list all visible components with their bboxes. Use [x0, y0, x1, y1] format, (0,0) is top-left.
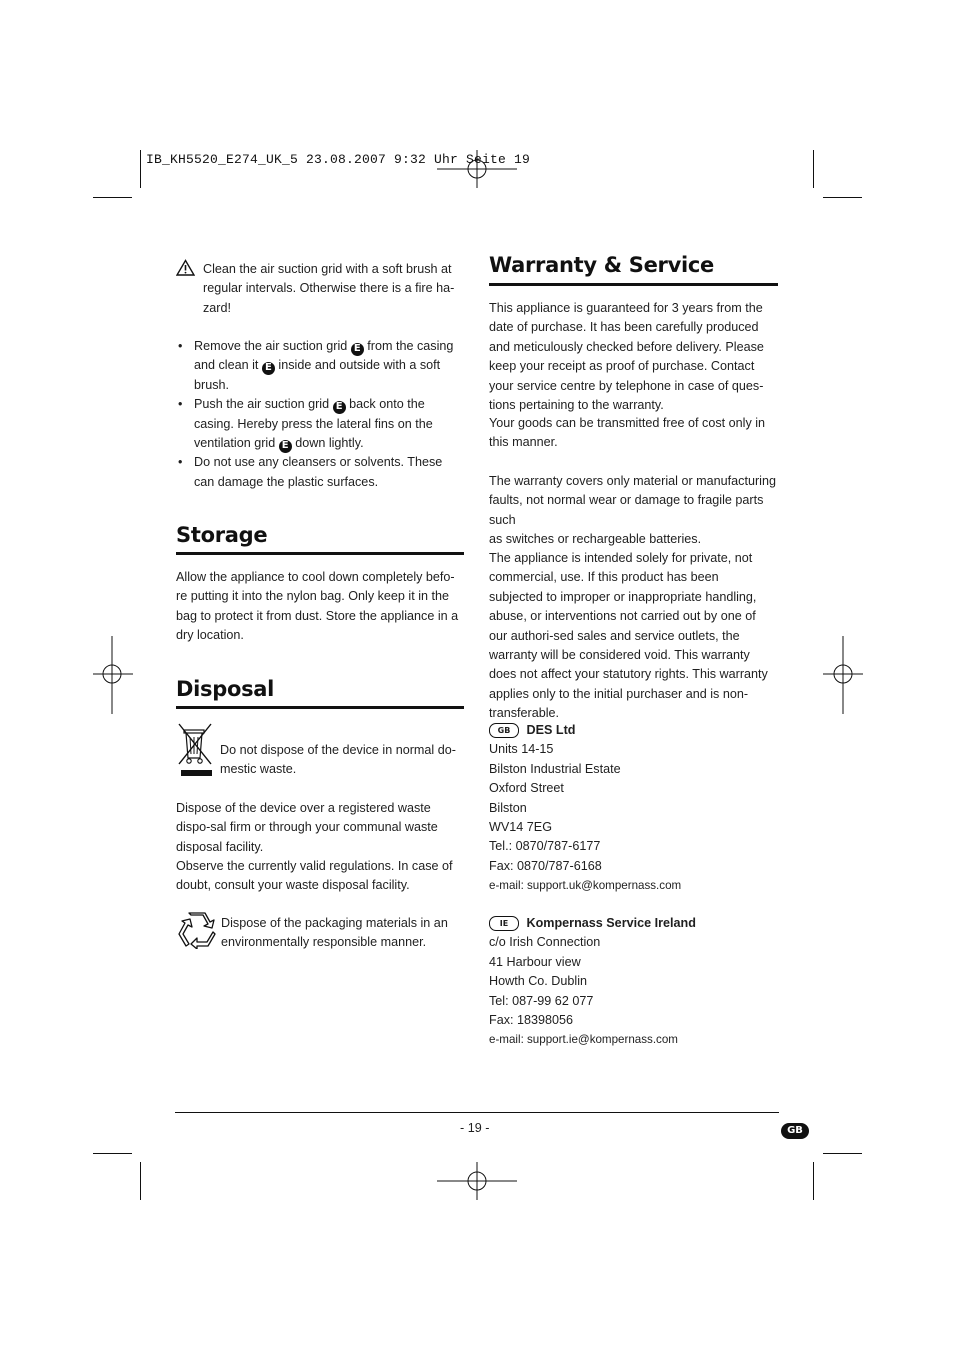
registration-mark-top: [437, 150, 517, 190]
address-line: Howth Co. Dublin: [489, 974, 587, 989]
phone-line: Tel: 087-99 62 077: [489, 993, 594, 1008]
footer-country-badge-wrap: [781, 1120, 809, 1139]
crossed-out-wheelie-bin-icon: [177, 722, 215, 778]
ie-country-badge: IE: [489, 916, 519, 931]
part-e-icon: E: [262, 362, 275, 375]
registration-mark-bottom: [437, 1162, 517, 1202]
gb-country-badge: GB: [489, 723, 519, 738]
list-item: • Push the air suction grid E back onto the casing. Hereby press the lateral fins on the ventilation grid E down lightly.: [176, 395, 466, 453]
warranty-paragraph-3b: as switches or rechargeable batteries.: [489, 532, 702, 546]
warning-triangle-icon: [176, 259, 195, 276]
address-line: c/o Irish Connection: [489, 935, 601, 950]
disposal-heading: Disposal: [176, 677, 275, 701]
ie-service-address: [489, 914, 779, 1050]
address-line: WV14 7EG: [489, 820, 552, 835]
gb-service-name: DES Ltd: [526, 723, 576, 737]
email-line: e-mail: support.ie@kompernass.com: [489, 1033, 678, 1047]
email-line: e-mail: support.uk@kompernass.com: [489, 879, 682, 893]
disposal-paragraph-1: Dispose of the device over a registered waste dispo-sal firm or through your communal waste disposal facility.: [176, 801, 438, 854]
part-e-icon: E: [279, 440, 292, 453]
disposal-rule: [176, 706, 464, 709]
ie-service-name: Kompernass Service Ireland: [526, 916, 696, 930]
fax-line: Fax: 0870/787-6168: [489, 858, 602, 873]
warranty-paragraph-2: Your goods can be transmitted free of cost only in this manner.: [489, 416, 766, 450]
warranty-paragraph-1: This appliance is guaranteed for 3 years from the date of purchase. It has been carefully produced and meticulously checked before delivery. Please keep your receipt as proof of purchase. Contact your service centre by telephone in case of ques-tions pertaining to the warranty.: [489, 301, 764, 413]
address-line: 41 Harbour view: [489, 954, 581, 969]
cleaning-steps-list: [176, 337, 466, 492]
warning-note: Clean the air suction grid with a soft brush at regular intervals. Otherwise there is a fire ha-zard!: [203, 262, 455, 315]
gb-service-name-row: [489, 721, 779, 740]
list-item: • Remove the air suction grid E from the casing and clean it E inside and outside with a soft brush.: [176, 337, 466, 395]
registration-mark-left: [93, 636, 133, 714]
ie-service-name-row: [489, 914, 779, 933]
warranty-heading: Warranty & Service: [489, 253, 714, 277]
disposal-icon-text: Do not dispose of the device in normal do-mestic waste.: [220, 743, 456, 777]
address-line: Units 14-15: [489, 742, 554, 757]
storage-rule: [176, 552, 464, 555]
warranty-paragraph-3: The warranty covers only material or manufacturing faults, not normal wear or damage to fragile parts such: [489, 474, 776, 527]
warranty-rule: [489, 283, 778, 286]
fax-line: Fax: 18398056: [489, 1013, 574, 1028]
footer-rule: [175, 1112, 779, 1113]
page-number: - 19 -: [460, 1121, 490, 1135]
part-e-icon: E: [351, 343, 364, 356]
disposal-paragraph-2: Observe the currently valid regulations. In case of doubt, consult your waste disposal facility.: [176, 859, 453, 893]
recycling-icon: [177, 911, 217, 949]
address-line: Oxford Street: [489, 781, 564, 796]
registration-mark-right: [823, 636, 863, 714]
printer-slug-line: IB_KH5520_E274_UK_5 23.08.2007 9:32 Uhr Seite 19: [146, 152, 531, 167]
storage-text: Allow the appliance to cool down completely befo-re putting it into the nylon bag. Only keep it in the bag to protect it from dust. Store the appliance in a dry location.: [176, 570, 459, 643]
address-line: Bilston: [489, 800, 527, 815]
storage-heading: Storage: [176, 523, 268, 547]
gb-service-address: [489, 721, 779, 896]
recycling-text: Dispose of the packaging materials in an environmentally responsible manner.: [221, 916, 448, 950]
phone-line: Tel.: 0870/787-6177: [489, 839, 601, 854]
part-e-icon: E: [333, 401, 346, 414]
warranty-paragraph-4: The appliance is intended solely for private, not commercial, use. If this product has been subjected to improper or inappropriate handling, abuse, or interventions not carried out by one of our authori-sed sales and service outlets, the warranty will be considered void. This warranty does not affect your statutory rights. This warranty applies only to the initial purchaser and is non-transferable.: [489, 551, 768, 721]
list-item: • Do not use any cleansers or solvents. These can damage the plastic surfaces.: [176, 453, 466, 492]
address-line: Bilston Industrial Estate: [489, 761, 621, 776]
footer-country-badge: GB: [781, 1123, 809, 1139]
